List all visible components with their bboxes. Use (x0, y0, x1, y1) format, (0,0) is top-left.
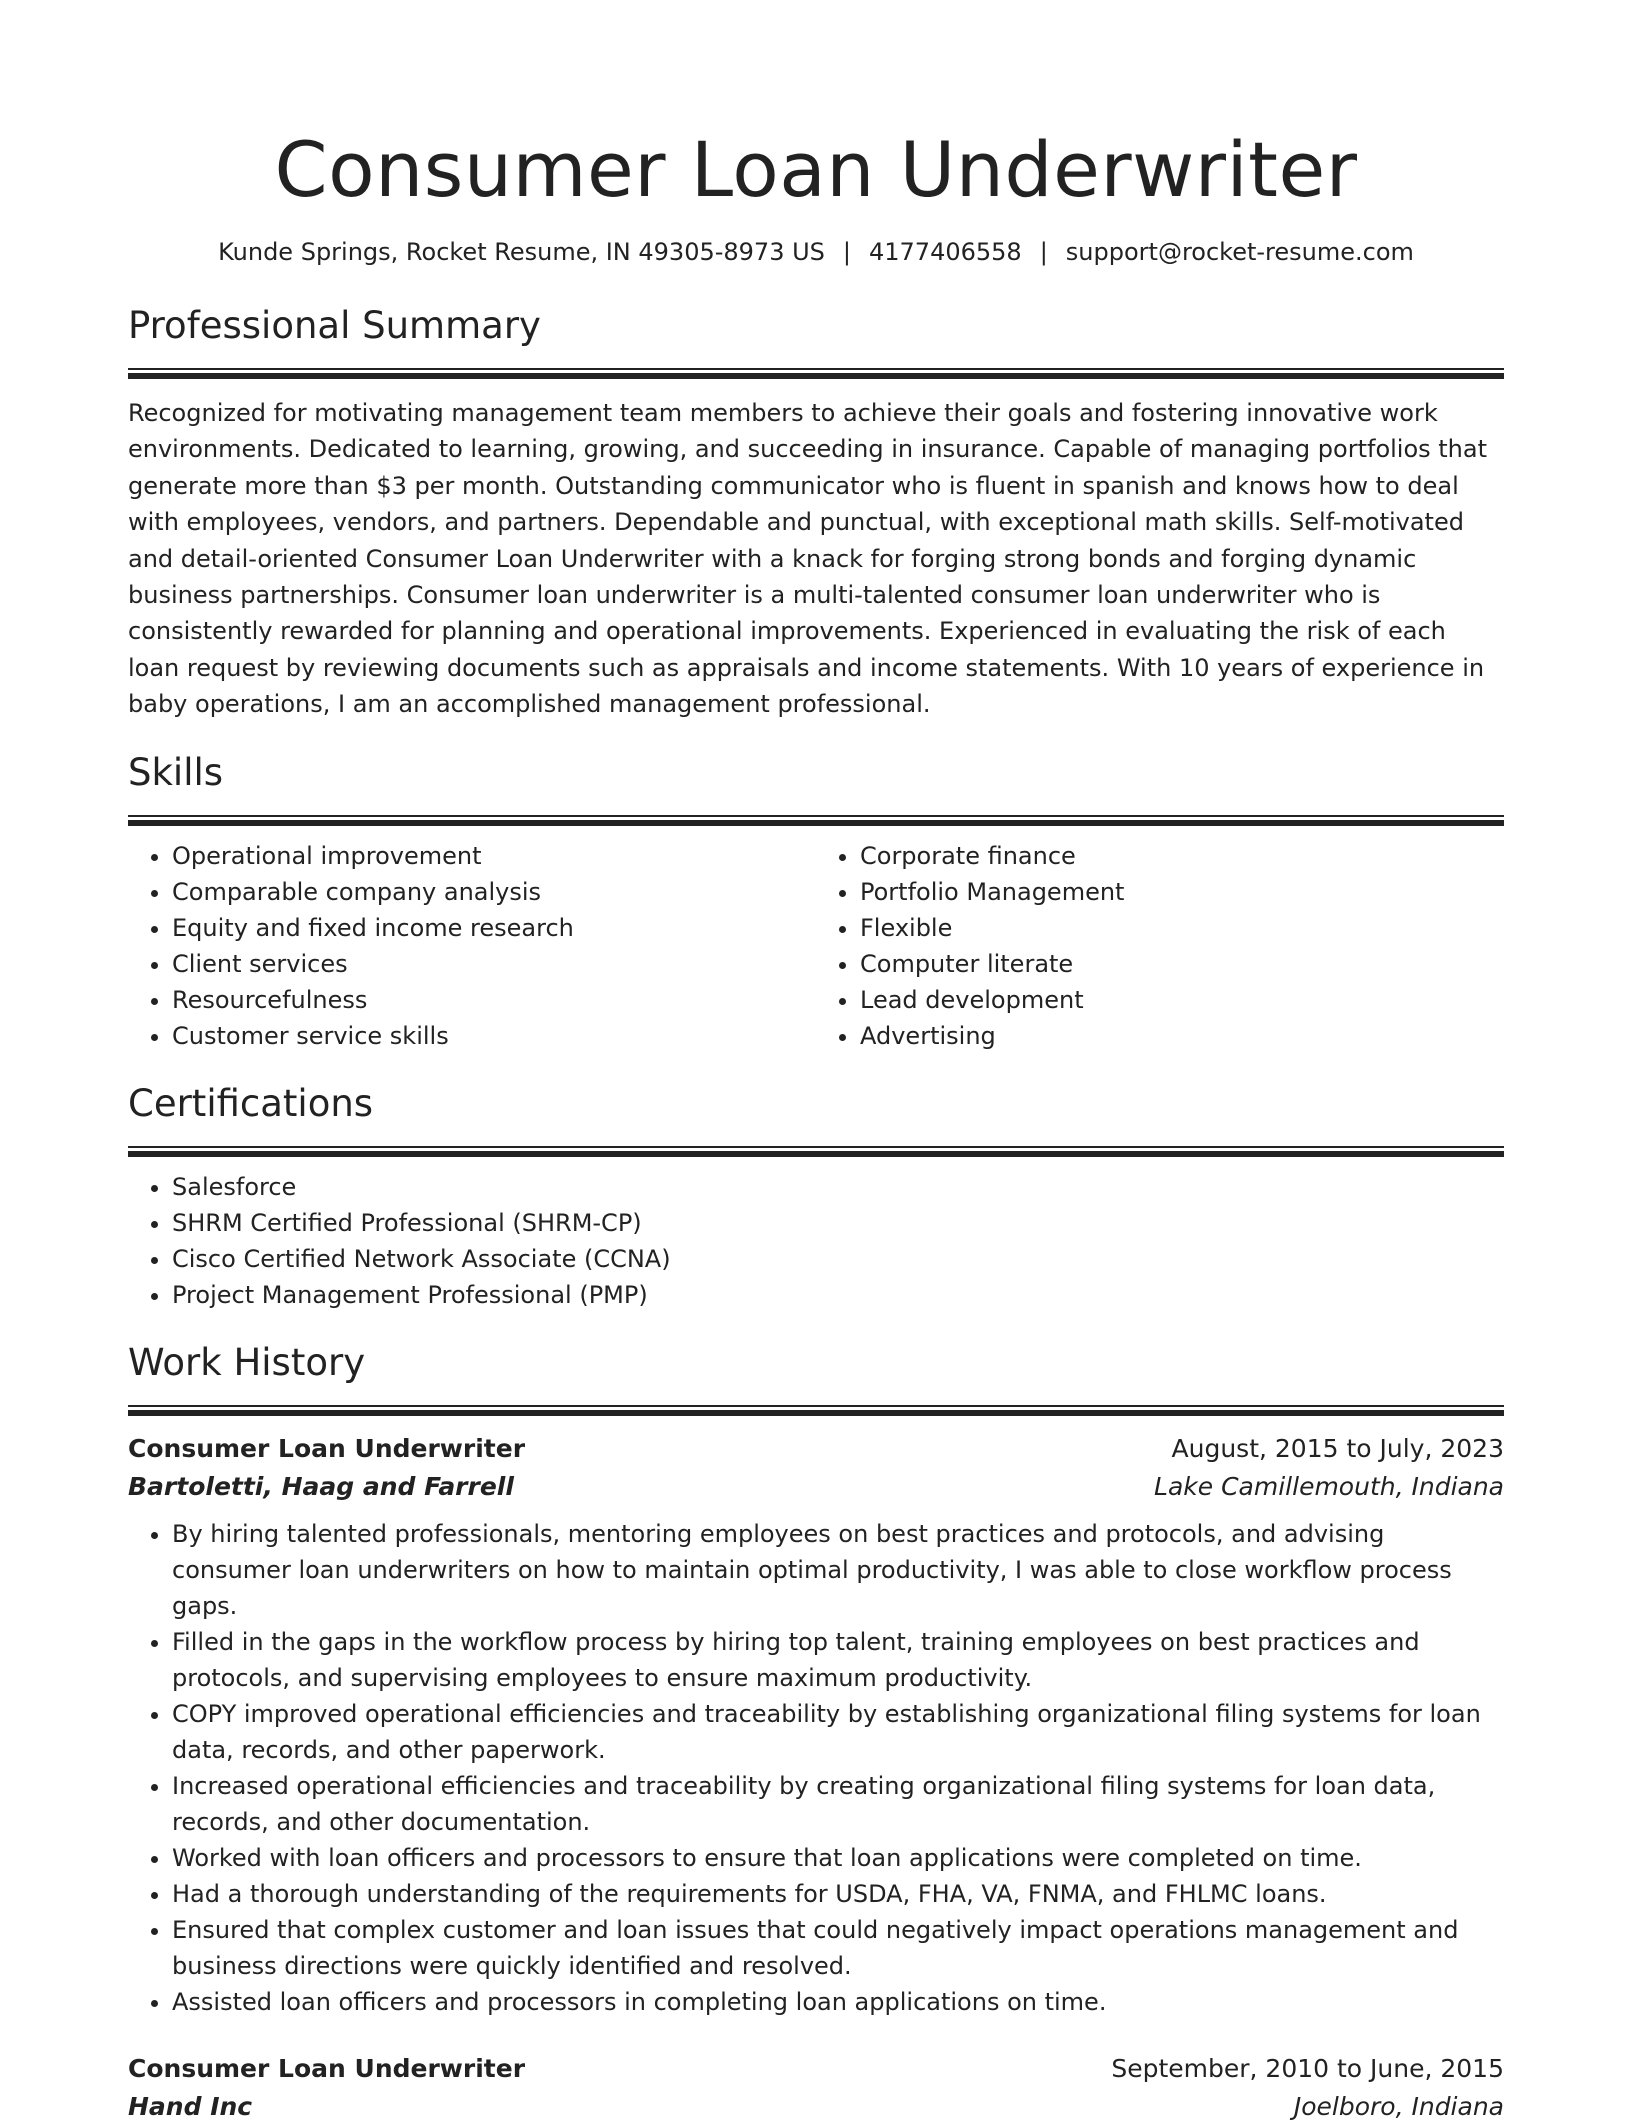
skill-item: • Lead development (860, 982, 1504, 1018)
skill-item: • Resourcefulness (172, 982, 816, 1018)
skill-item: • Customer service skills (172, 1018, 816, 1054)
section-divider (128, 368, 1504, 379)
job-location: Joelboro, Indiana (1293, 2091, 1504, 2121)
work-history-section (128, 1339, 1504, 2126)
skills-section (128, 749, 1504, 1054)
contact-separator: | (842, 238, 851, 266)
skill-item: • Comparable company analysis (172, 874, 816, 910)
skills-columns (128, 838, 1504, 1054)
certifications-list (128, 1169, 1504, 1313)
job-bullet: • By hiring talented professionals, mentoring employees on best practices and protocols, and advising consumer loan underwriters on how to maintain optimal productivity, I was able to close workflow process gaps. (172, 1516, 1504, 1624)
contact-phone: 4177406558 (869, 238, 1022, 266)
job-bullet: • Worked with loan officers and processors to ensure that loan applications were completed on time. (172, 1840, 1504, 1876)
job-title: Consumer Loan Underwriter (128, 2053, 526, 2083)
resume-name: Consumer Loan Underwriter (274, 125, 1358, 214)
job-bullet: • Had a thorough understanding of the requirements for USDA, FHA, VA, FNMA, and FHLMC loans. (172, 1876, 1504, 1912)
section-divider (128, 1405, 1504, 1416)
job-header (128, 1430, 1504, 1468)
job-bullets (128, 1516, 1504, 2020)
job-bullet: • COPY improved operational efficiencies and traceability by establishing organizational filing systems for loan data, records, and other paperwork. (172, 1696, 1504, 1768)
job-bullet: • Ensured that complex customer and loan issues that could negatively impact operations management and business directions were quickly identified and resolved. (172, 1912, 1504, 1984)
section-title-summary: Professional Summary (128, 304, 541, 347)
summary-text: Recognized for motivating management team members to achieve their goals and fostering innovative work environments. Dedicated to learning, growing, and succeeding in insurance. Capable of managing portfolios that generate more than $3 per month. Outstanding communicator who is fluent in spanish and knows how to deal with employees, vendors, and partners. Dependable and punctual, with exceptional math skills. Self-motivated and detail-oriented Consumer Loan Underwriter with a knack for forging strong bonds and forging dynamic business partnerships. Consumer loan underwriter is a multi-talented consumer loan underwriter who is consistently rewarded for planning and operational improvements. Experienced in evaluating the risk of each loan request by reviewing documents such as appraisals and income statements. With 10 years of experience in baby operations, I am an accomplished management professional. (128, 399, 1488, 719)
job-entry (128, 1430, 1504, 2020)
skill-item: • Portfolio Management (860, 874, 1504, 910)
section-divider (128, 815, 1504, 826)
certifications-section (128, 1080, 1504, 1313)
contact-email: support@rocket-resume.com (1065, 238, 1414, 266)
job-dates: August, 2015 to July, 2023 (1171, 1433, 1504, 1463)
certification-item: • Salesforce (172, 1169, 1504, 1205)
job-bullet: • Assisted loan officers and processors in completing loan applications on time. (172, 1984, 1504, 2020)
section-title-skills: Skills (128, 750, 224, 794)
resume-page (128, 0, 1504, 2126)
certification-item: • Cisco Certified Network Associate (CCNA) (172, 1241, 1504, 1277)
job-header (128, 2050, 1504, 2088)
job-subheader (128, 2088, 1504, 2126)
skills-list-right (816, 838, 1504, 1054)
contact-separator: | (1039, 238, 1048, 266)
section-title-certifications: Certifications (128, 1081, 374, 1125)
contact-address: Kunde Springs, Rocket Resume, IN 49305-8973 US (218, 238, 825, 266)
skill-item: • Equity and fixed income research (172, 910, 816, 946)
job-company: Bartoletti, Haag and Farrell (128, 1471, 514, 1501)
skill-item: • Corporate finance (860, 838, 1504, 874)
job-bullet: • Increased operational efficiencies and traceability by creating organizational filing systems for loan data, records, and other documentation. (172, 1768, 1504, 1840)
skill-item: • Flexible (860, 910, 1504, 946)
job-location: Lake Camillemouth, Indiana (1154, 1471, 1504, 1501)
section-title-work-history: Work History (128, 1340, 366, 1384)
certification-item: • Project Management Professional (PMP) (172, 1277, 1504, 1313)
summary-section (128, 302, 1504, 723)
section-divider (128, 1146, 1504, 1157)
job-subheader (128, 1468, 1504, 1506)
job-company: Hand Inc (128, 2091, 253, 2121)
certification-item: • SHRM Certified Professional (SHRM-CP) (172, 1205, 1504, 1241)
skill-item: • Advertising (860, 1018, 1504, 1054)
contact-line (128, 236, 1504, 268)
job-title: Consumer Loan Underwriter (128, 1433, 526, 1463)
job-dates: September, 2010 to June, 2015 (1111, 2053, 1504, 2083)
skill-item: • Computer literate (860, 946, 1504, 982)
job-bullet: • Filled in the gaps in the workflow process by hiring top talent, training employees on best practices and protocols, and supervising employees to ensure maximum productivity. (172, 1624, 1504, 1696)
job-entry (128, 2050, 1504, 2126)
skill-item: • Client services (172, 946, 816, 982)
skill-item: • Operational improvement (172, 838, 816, 874)
skills-list-left (128, 838, 816, 1054)
